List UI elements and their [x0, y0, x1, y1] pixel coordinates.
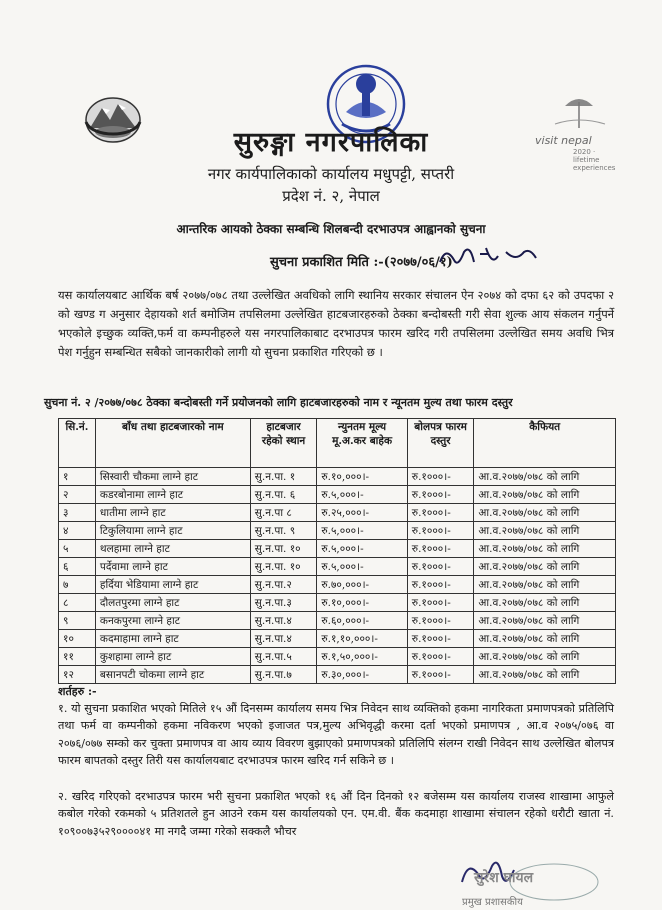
cell-location: सु.न.पा ८ [250, 504, 317, 522]
table-row [59, 504, 616, 522]
cell-remarks: आ.व.२०७७/०७८ को लागि [474, 594, 616, 612]
handwritten-initial-icon [436, 242, 546, 272]
cell-location: सु.न.पा. १ [250, 468, 317, 486]
hat-bazaar-table [58, 418, 616, 684]
table-row [59, 612, 616, 630]
col-header-form-fee: बोलपत्र फारम दस्तुर [407, 419, 474, 468]
table-body [59, 468, 616, 684]
cell-sn: ६ [59, 558, 96, 576]
cell-remarks: आ.व.२०७७/०७८ को लागि [474, 576, 616, 594]
notice-heading: आन्तरिक आयको ठेक्का सम्बन्धि शिलबन्दी दरभाउपत्र आह्वानको सुचना [176, 222, 486, 236]
cell-form-fee: रु.१०००।- [407, 576, 474, 594]
table-title: सुचना नं. २ /२०७७/०७८ ठेक्का बन्दोबस्ती गर्ने प्रयोजनको लागि हाटबजारहरुको नाम र न्यूनतम मुल्य तथा फारम दस्तुर [44, 396, 513, 409]
cell-form-fee: रु.१०००।- [407, 486, 474, 504]
office-address: नगर कार्यपालिकाको कार्यालय मधुपट्टी, सप्तरी [207, 165, 455, 183]
cell-remarks: आ.व.२०७७/०७८ को लागि [474, 522, 616, 540]
table-row [59, 666, 616, 684]
cell-name: हर्दिया भेडियामा लाग्ने हाट [95, 576, 250, 594]
cell-remarks: आ.व.२०७७/०७८ को लागि [474, 486, 616, 504]
cell-name: सिस्वारी चौकमा लाग्ने हाट [95, 468, 250, 486]
col-header-remarks: कैफियत [474, 419, 616, 468]
cell-form-fee: रु.१०००।- [407, 558, 474, 576]
cell-sn: ८ [59, 594, 96, 612]
cell-min-price: रु.५,०००।- [317, 522, 407, 540]
cell-min-price: रु.७०,०००।- [317, 576, 407, 594]
term-1: १. यो सुचना प्रकाशित भएको मितिले १५ औं दिनसम्म कार्यालय समय भित्र निवेदन साथ व्यक्तिको हकमा नागरिकता प्रमाणपत्रको प्रतिलिपि तथा फर्म वा कम्पनीको हकमा नविकरण भएको इजाजत पत्र,मुल्य अभिवृद्धी करमा दर्ता भएको प्रमाणपत्र , आ.व २०७५/०७६ वा २०७६/०७७ सम्को कर चुक्ता प्रमाणपत्र वा आय व्याय विवरण बुझाएको प्रमाणपत्रको प्रतिलिपि संलग्न राखी निवेदन साथ उल्लेखित बोलपत्र फारम बापतको दस्तुर तिरी यस कार्यालयबाट दरभाउपत्र फारम खरिद गर्न सकिने छ । [58, 702, 614, 768]
table-row [59, 558, 616, 576]
cell-sn: १ [59, 468, 96, 486]
cell-remarks: आ.व.२०७७/०७८ को लागि [474, 540, 616, 558]
table-row [59, 648, 616, 666]
cell-name: कडरबोनामा लाग्ने हाट [95, 486, 250, 504]
cell-name: कदमाहामा लाग्ने हाट [95, 630, 250, 648]
cell-name: टिकुलियामा लाग्ने हाट [95, 522, 250, 540]
cell-min-price: रु.५,०००।- [317, 486, 407, 504]
cell-form-fee: रु.१०००।- [407, 468, 474, 486]
cell-name: पर्देवामा लाग्ने हाट [95, 558, 250, 576]
cell-sn: ४ [59, 522, 96, 540]
cell-remarks: आ.व.२०७७/०७८ को लागि [474, 666, 616, 684]
cell-form-fee: रु.१०००।- [407, 630, 474, 648]
term-2: २. खरिद गरिएको दरभाउपत्र फारम भरी सुचना प्रकाशित भएको १६ औं दिन दिनको १२ बजेसम्म यस कार्यालय राजस्व शाखामा आफुले कबोल गरेको रकमको ५ प्रतिशतले हुन आउने रकम यस कार्यालयको एन. एम.वी. बैंक कदमाहा शाखामा संचालन रहेको धरौटी खाता नं. १०९००७३५२९००००४१ मा नगदै जम्मा गरेको सक्कलै भौचर [58, 790, 614, 838]
notice-body: यस कार्यालयबाट आर्थिक बर्ष २०७७/०७८ तथा उल्लेखित अवधिको लागि स्थानिय सरकार संचालन ऐन २०७४ को दफा ६२ को उपदफा २ को खण्ड ग अनुसार देहायको शर्त बमोजिम तपसिलमा उल्लेखित हाटबजारहरुको ठेक्का बन्दोबस्ती गरी सेवा शुल्क आय संकलन गर्नुपर्ने भएकोले इच्छुक व्यक्ति,फर्म वा कम्पनीहरुले यस नगरपालिकाबाट दरभाउपत्र फारम खरिद गरी तपसिलमा उल्लेखित समय अवधि भित्र पेश गर्नुहुन सम्बन्धित सबैको जानकारीको लागी यो सुचना प्रकाशित गरिएको छ । [58, 288, 614, 359]
cell-remarks: आ.व.२०७७/०७८ को लागि [474, 558, 616, 576]
cell-name: धातीमा लाग्ने हाट [95, 504, 250, 522]
cell-sn: ३ [59, 504, 96, 522]
table-row [59, 522, 616, 540]
table-header-row [59, 419, 616, 468]
col-header-location: हाटबजार रहेको स्थान [250, 419, 317, 468]
table-row [59, 594, 616, 612]
signatory-name: सुरेश घायल [474, 870, 534, 886]
cell-location: सु.न.पा.४ [250, 612, 317, 630]
municipality-title: सुरुङ्गा नगरपालिका [233, 127, 429, 158]
cell-remarks: आ.व.२०७७/०७८ को लागि [474, 504, 616, 522]
table-row [59, 468, 616, 486]
table-row [59, 630, 616, 648]
cell-form-fee: रु.१०००।- [407, 504, 474, 522]
cell-location: सु.न.पा.४ [250, 630, 317, 648]
col-header-sn: सि.नं. [59, 419, 96, 468]
cell-sn: ७ [59, 576, 96, 594]
cell-remarks: आ.व.२०७७/०७८ को लागि [474, 468, 616, 486]
cell-form-fee: रु.१०००।- [407, 666, 474, 684]
publication-date: सुचना प्रकाशित मिति :-(२०७७/०६/१) [270, 255, 453, 270]
cell-location: सु.न.पा. १० [250, 540, 317, 558]
cell-name: कुशहामा लाग्ने हाट [95, 648, 250, 666]
cell-sn: १२ [59, 666, 96, 684]
cell-min-price: रु.२५,०००।- [317, 504, 407, 522]
cell-form-fee: रु.१०००।- [407, 612, 474, 630]
cell-location: सु.न.पा. ६ [250, 486, 317, 504]
cell-remarks: आ.व.२०७७/०७८ को लागि [474, 612, 616, 630]
visit-nepal-year: 2020 · lifetime experiences [573, 148, 616, 172]
cell-form-fee: रु.१०००।- [407, 540, 474, 558]
col-header-name: बाँध तथा हाटबजारको नाम [95, 419, 250, 468]
cell-name: कनकपुरमा लाग्ने हाट [95, 612, 250, 630]
cell-min-price: रु.५,०००।- [317, 540, 407, 558]
cell-form-fee: रु.१०००।- [407, 594, 474, 612]
cell-location: सु.न.पा.५ [250, 648, 317, 666]
cell-min-price: रु.५,०००।- [317, 558, 407, 576]
terms-heading: शर्तहरु :- [58, 685, 97, 698]
cell-remarks: आ.व.२०७७/०७८ को लागि [474, 648, 616, 666]
visit-nepal-text: visit nepal [535, 134, 592, 147]
cell-min-price: रु.१०,०००।- [317, 594, 407, 612]
cell-form-fee: रु.१०००।- [407, 648, 474, 666]
cell-location: सु.न.पा.२ [250, 576, 317, 594]
col-header-min-price: न्युनतम मूल्य मू.अ.कर बाहेक [317, 419, 407, 468]
province-line: प्रदेश नं. २, नेपाल [282, 187, 380, 205]
cell-min-price: रु.३०,०००।- [317, 666, 407, 684]
cell-name: बसानपटी चोकमा लाग्ने हाट [95, 666, 250, 684]
cell-location: सु.न.पा.७ [250, 666, 317, 684]
cell-location: सु.न.पा. ९ [250, 522, 317, 540]
cell-sn: ११ [59, 648, 96, 666]
cell-location: सु.न.पा. १० [250, 558, 317, 576]
table-row [59, 540, 616, 558]
cell-location: सु.न.पा.३ [250, 594, 317, 612]
cell-name: थलहामा लाग्ने हाट [95, 540, 250, 558]
cell-sn: १० [59, 630, 96, 648]
cell-min-price: रु.१,५०,०००।- [317, 648, 407, 666]
cell-form-fee: रु.१०००।- [407, 522, 474, 540]
cell-min-price: रु.१,१०,०००।- [317, 630, 407, 648]
cell-min-price: रु.१०,०००।- [317, 468, 407, 486]
signatory-role: प्रमुख प्रशासकीय [462, 897, 523, 908]
cell-name: दौलतपुरमा लाग्ने हाट [95, 594, 250, 612]
cell-remarks: आ.व.२०७७/०७८ को लागि [474, 630, 616, 648]
table-row [59, 576, 616, 594]
cell-min-price: रु.६०,०००।- [317, 612, 407, 630]
cell-sn: ९ [59, 612, 96, 630]
table-row [59, 486, 616, 504]
cell-sn: २ [59, 486, 96, 504]
cell-sn: ५ [59, 540, 96, 558]
